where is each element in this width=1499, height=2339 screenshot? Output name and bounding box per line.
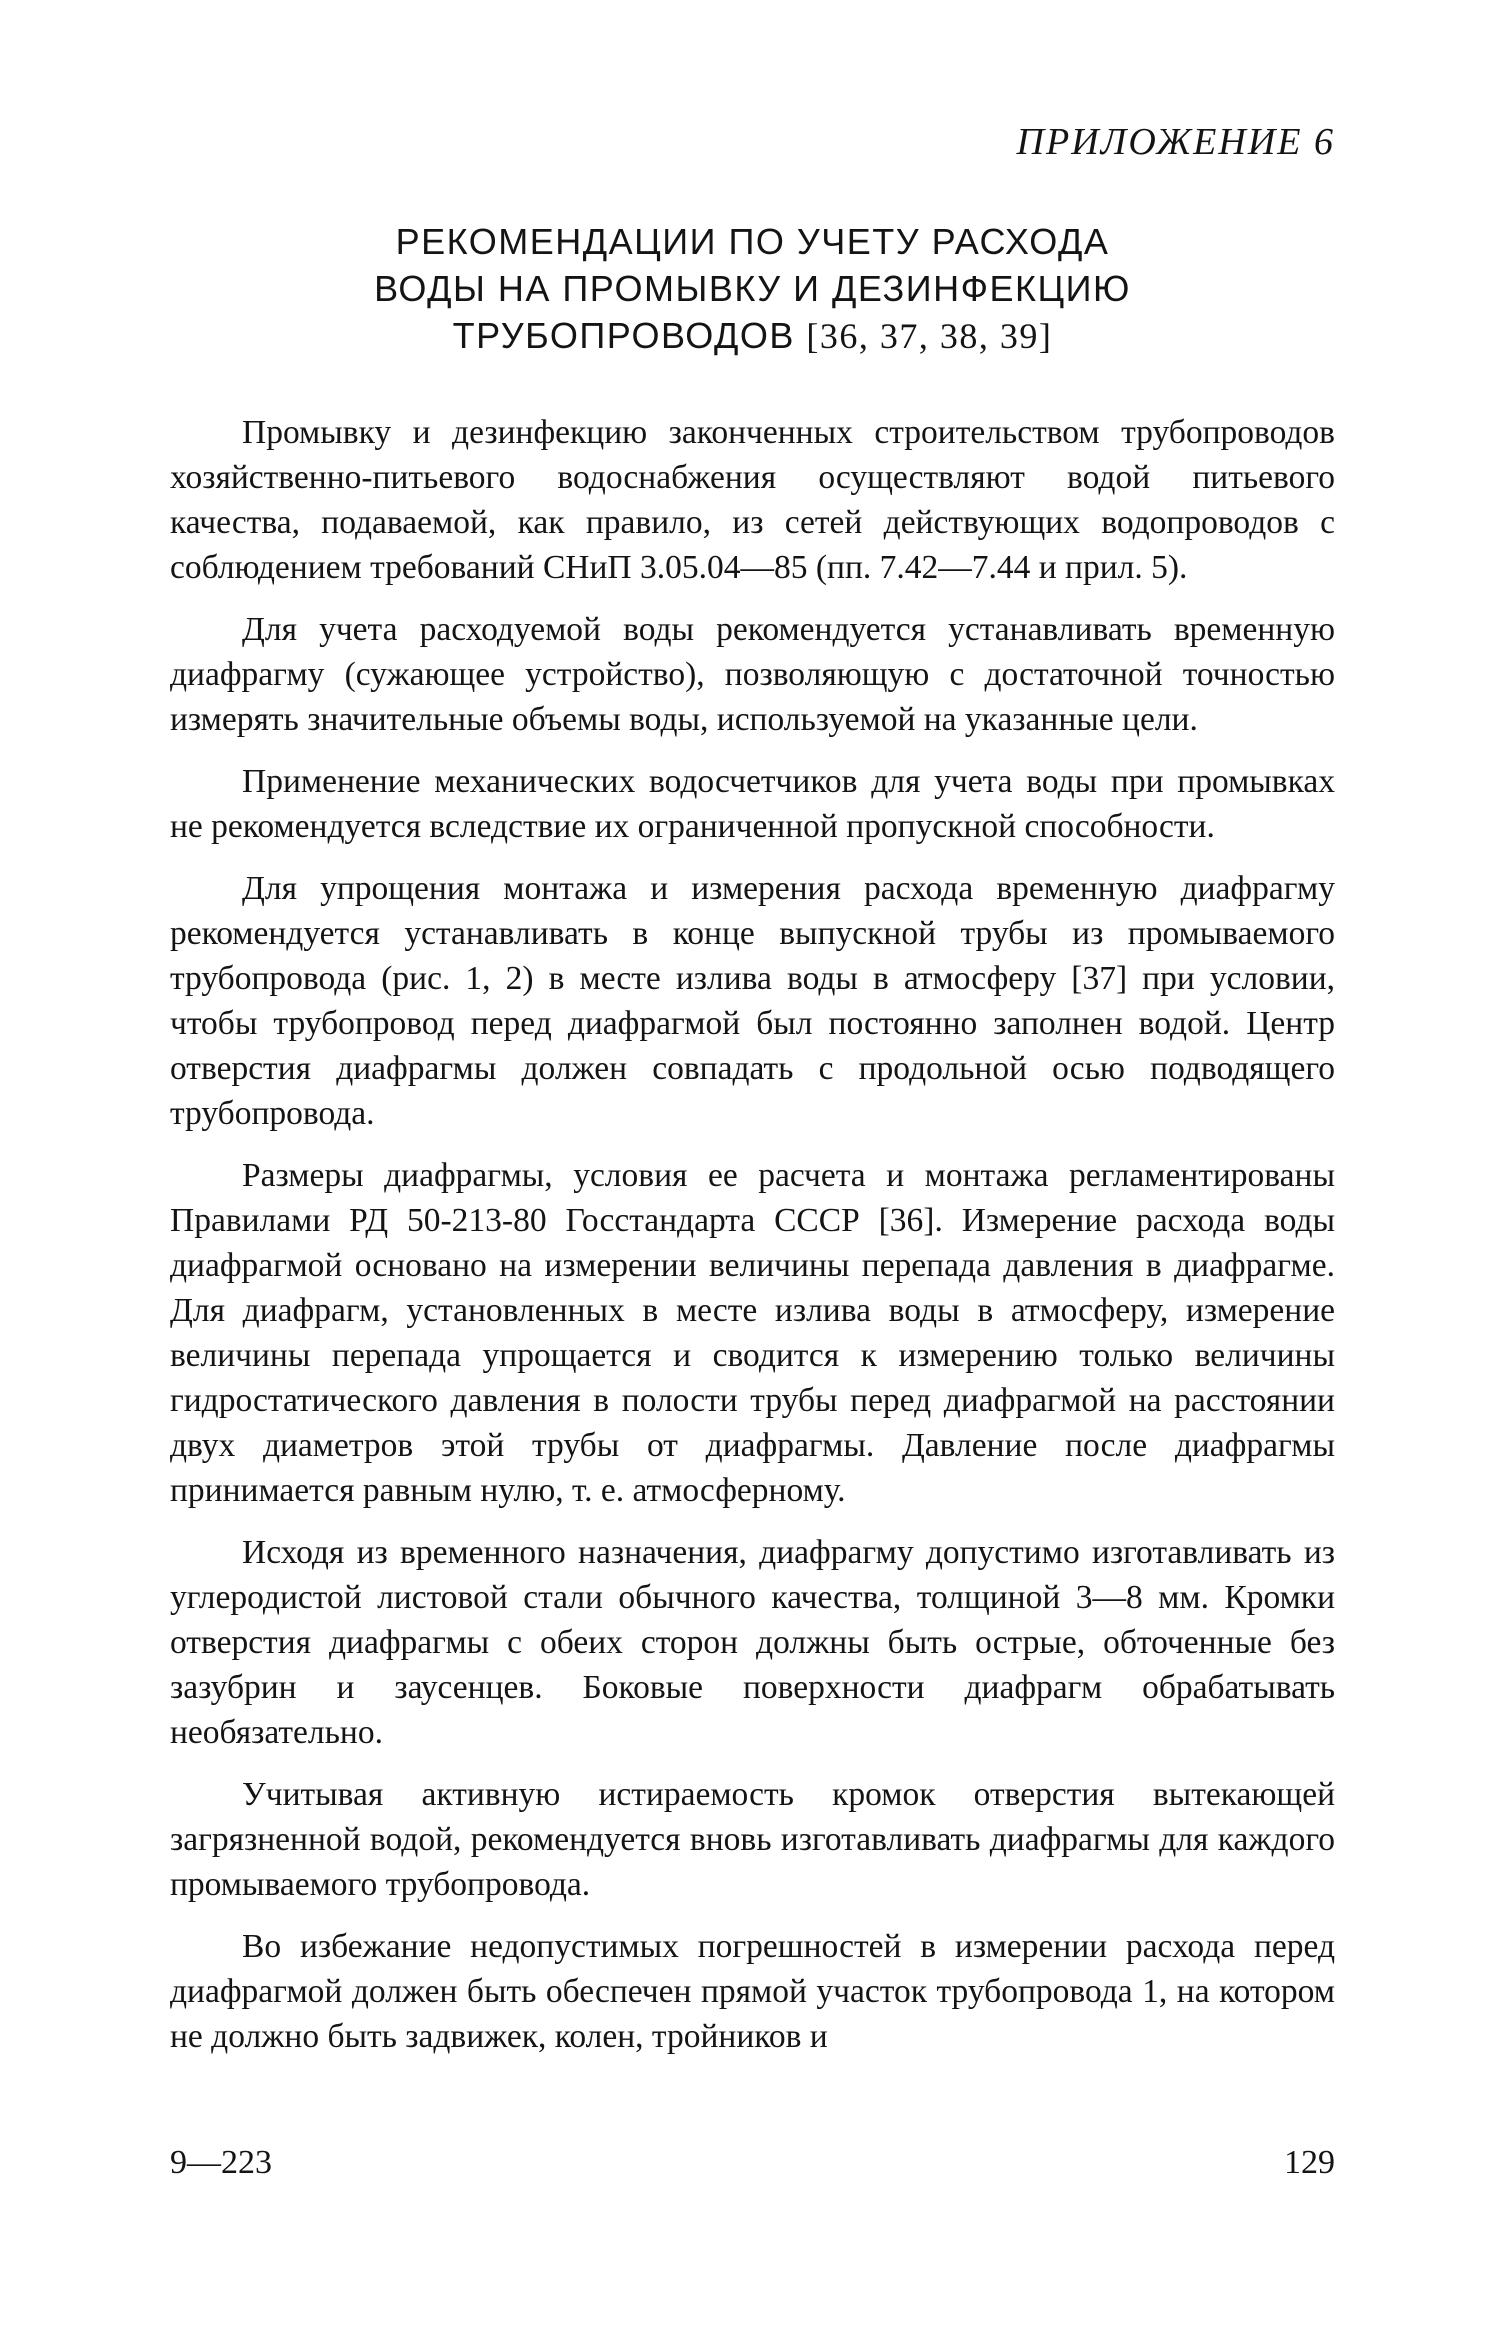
title-line-2: ВОДЫ НА ПРОМЫВКУ И ДЕЗИНФЕКЦИЮ [374, 267, 1131, 309]
title-references: [36, 37, 38, 39] [806, 315, 1053, 356]
signature-mark: 9—223 [170, 2144, 272, 2181]
page-footer [170, 2146, 1335, 2180]
document-page [170, 120, 1335, 2076]
body-text [170, 410, 1335, 2059]
page-title [170, 218, 1335, 360]
title-line-1: РЕКОМЕНДАЦИИ ПО УЧЕТУ РАСХОДА [395, 220, 1110, 262]
paragraph: Учитывая активную истираемость кромок отверстия вытекающей загрязненной водой, рекомендуется вновь изготавливать диафрагмы для каждого промываемого трубопровода. [170, 1775, 1335, 1903]
paragraph: Применение механических водосчетчиков для учета воды при промывках не рекомендуется вследствие их ограниченной пропускной способности. [170, 762, 1335, 845]
page-number: 129 [1284, 2144, 1335, 2181]
title-line-3 [170, 312, 1335, 360]
appendix-label: ПРИЛОЖЕНИЕ 6 [1016, 121, 1335, 163]
paragraph: Для учета расходуемой воды рекомендуется устанавливать временную диафрагму (сужающее устройство), позволяющую с достаточной точностью измерять значительные объемы воды, используемой на указанные цели. [170, 610, 1335, 738]
paragraph: Во избежание недопустимых погрешностей в измерении расхода перед диафрагмой должен быть обеспечен прямой участок трубопровода 1, на котором не должно быть задвижек, колен, тройников и [170, 1927, 1335, 2055]
title-line-3-main: ТРУБОПРОВОДОВ [452, 314, 795, 356]
paragraph: Для упрощения монтажа и измерения расхода временную диафрагму рекомендуется устанавливать в конце выпускной трубы из промываемого трубопровода (рис. 1, 2) в месте излива воды в атмосферу [37] при условии, чтобы трубопровод перед диафрагмой был постоянно заполнен водой. Центр отверстия диафрагмы должен совпадать с продольной осью подводящего трубопровода. [170, 869, 1335, 1132]
paragraph: Размеры диафрагмы, условия ее расчета и монтажа регламентированы Правилами РД 50-213-80 Госстандарта СССР [36]. Измерение расхода воды диафрагмой основано на измерении величины перепада давления в диафрагме. Для диафрагм, установленных в месте излива воды в атмосферу, измерение величины перепада упрощается и сводится к измерению только величины гидростатического давления в полости трубы перед диафрагмой на расстоянии двух диаметров этой трубы от диафрагмы. Давление после диафрагмы принимается равным нулю, т. е. атмосферному. [170, 1156, 1335, 1509]
paragraph: Промывку и дезинфекцию законченных строительством трубопроводов хозяйственно-питьевого водоснабжения осуществляют водой питьевого качества, подаваемой, как правило, из сетей действующих водопроводов с соблюдением требований СНиП 3.05.04—85 (пп. 7.42—7.44 и прил. 5). [170, 413, 1335, 586]
paragraph: Исходя из временного назначения, диафрагму допустимо изготавливать из углеродистой листовой стали обычного качества, толщиной 3—8 мм. Кромки отверстия диафрагмы с обеих сторон должны быть острые, обточенные без зазубрин и заусенцев. Боковые поверхности диафрагм обрабатывать необязательно. [170, 1533, 1335, 1751]
